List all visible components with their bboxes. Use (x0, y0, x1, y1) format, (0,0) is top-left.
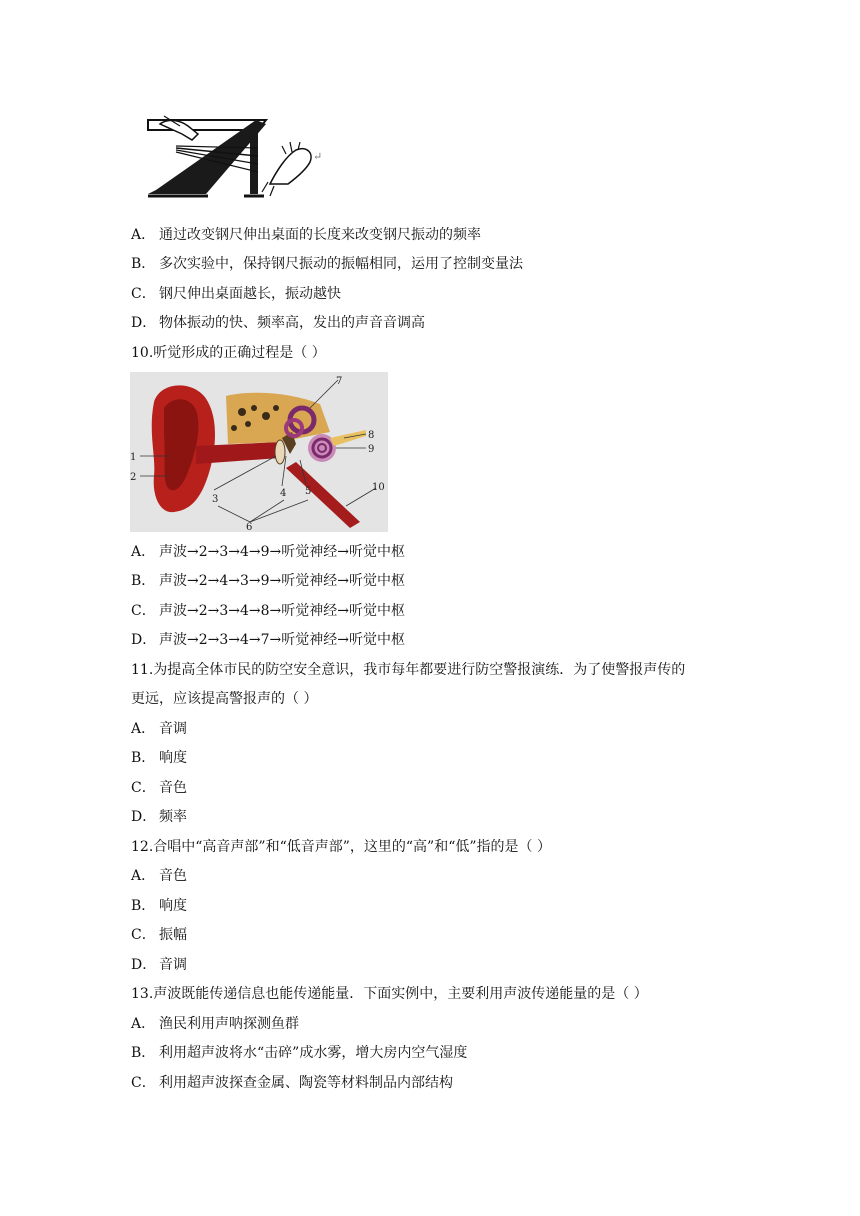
q13-option-a (131, 1015, 299, 1033)
ear-label-7: 7 (336, 376, 343, 387)
q12-option-b (131, 897, 187, 915)
ruler-experiment-figure (146, 112, 326, 204)
option-letter: B． (131, 1045, 156, 1061)
q10-option-a (131, 543, 405, 561)
q9-option-a (131, 226, 481, 244)
option-letter: B． (131, 256, 156, 272)
option-text: 音色 (159, 780, 187, 796)
option-letter: B． (131, 750, 156, 766)
option-letter: A． (131, 227, 156, 243)
option-text: 多次实验中，保持钢尺振动的振幅相同，运用了控制变量法 (159, 256, 523, 272)
ear-label-2: 2 (130, 472, 137, 483)
ear-anatomy-figure (130, 372, 388, 532)
q9-option-b (131, 255, 523, 273)
ear-label-3: 3 (212, 494, 219, 505)
q11-option-c (131, 779, 187, 797)
q12-option-d (131, 956, 187, 974)
q11-option-b (131, 749, 187, 767)
ear-label-4: 4 (280, 488, 287, 499)
ear-label-8: 8 (368, 430, 375, 441)
option-text: 音调 (159, 721, 187, 737)
ruler-experiment-drawing (146, 112, 326, 204)
ear-label-9: 9 (368, 444, 375, 455)
q11-option-a (131, 720, 187, 738)
option-letter: C． (131, 286, 156, 302)
option-text: 声波→2→3→4→9→听觉神经→听觉中枢 (159, 544, 406, 560)
option-letter: C． (131, 927, 156, 943)
q9-option-d (131, 314, 425, 332)
option-letter: C． (131, 603, 156, 619)
q13-option-c (131, 1074, 453, 1092)
q12-option-c (131, 926, 187, 944)
option-letter: D． (131, 632, 157, 648)
option-text: 钢尺伸出桌面越长，振动越快 (159, 286, 341, 302)
option-letter: B． (131, 573, 156, 589)
option-text: 声波→2→3→4→8→听觉神经→听觉中枢 (159, 603, 406, 619)
q10-option-d (131, 631, 405, 649)
option-letter: A． (131, 868, 156, 884)
q10-option-c (131, 602, 405, 620)
ear-anatomy-drawing (130, 372, 388, 532)
q10-stem: 10.听觉形成的正确过程是（ ） (131, 345, 326, 361)
option-text: 响度 (159, 750, 187, 766)
option-letter: B． (131, 898, 156, 914)
q13-stem: 13.声波既能传递信息也能传递能量．下面实例中，主要利用声波传递能量的是（ ） (131, 986, 648, 1002)
q12-stem: 12.合唱中“高音声部”和“低音声部”，这里的“高”和“低”指的是（ ） (131, 839, 551, 855)
return-marker: ↵ (313, 150, 323, 163)
option-text: 频率 (159, 809, 187, 825)
q11-option-d (131, 808, 187, 826)
q11-stem-line2: 更远，应该提高警报声的（ ） (131, 691, 318, 707)
option-text: 利用超声波探查金属、陶瓷等材料制品内部结构 (159, 1075, 453, 1091)
option-letter: A． (131, 544, 156, 560)
q11-stem-line1: 11.为提高全体市民的防空安全意识，我市每年都要进行防空警报演练．为了使警报声传的 (131, 662, 686, 678)
option-text: 响度 (159, 898, 187, 914)
q13-option-b (131, 1044, 467, 1062)
option-text: 利用超声波将水“击碎”成水雾，增大房内空气湿度 (159, 1045, 468, 1061)
option-text: 通过改变钢尺伸出桌面的长度来改变钢尺振动的频率 (159, 227, 481, 243)
option-letter: C． (131, 780, 156, 796)
option-letter: D． (131, 315, 157, 331)
ear-label-6: 6 (246, 522, 253, 532)
option-text: 物体振动的快、频率高，发出的声音音调高 (159, 315, 425, 331)
option-letter: D． (131, 957, 157, 973)
ear-label-1: 1 (130, 452, 137, 463)
option-text: 音调 (159, 957, 187, 973)
option-letter: D． (131, 809, 157, 825)
q12-option-a (131, 867, 187, 885)
option-letter: A． (131, 1016, 156, 1032)
ear-label-10: 10 (372, 482, 385, 493)
option-text: 音色 (159, 868, 187, 884)
option-text: 振幅 (159, 927, 187, 943)
option-letter: A． (131, 721, 156, 737)
option-text: 声波→2→4→3→9→听觉神经→听觉中枢 (159, 573, 406, 589)
q9-option-c (131, 285, 341, 303)
q10-option-b (131, 572, 405, 590)
option-text: 渔民利用声呐探测鱼群 (159, 1016, 299, 1032)
option-letter: C． (131, 1075, 156, 1091)
option-text: 声波→2→3→4→7→听觉神经→听觉中枢 (159, 632, 406, 648)
ear-label-5: 5 (305, 486, 312, 497)
